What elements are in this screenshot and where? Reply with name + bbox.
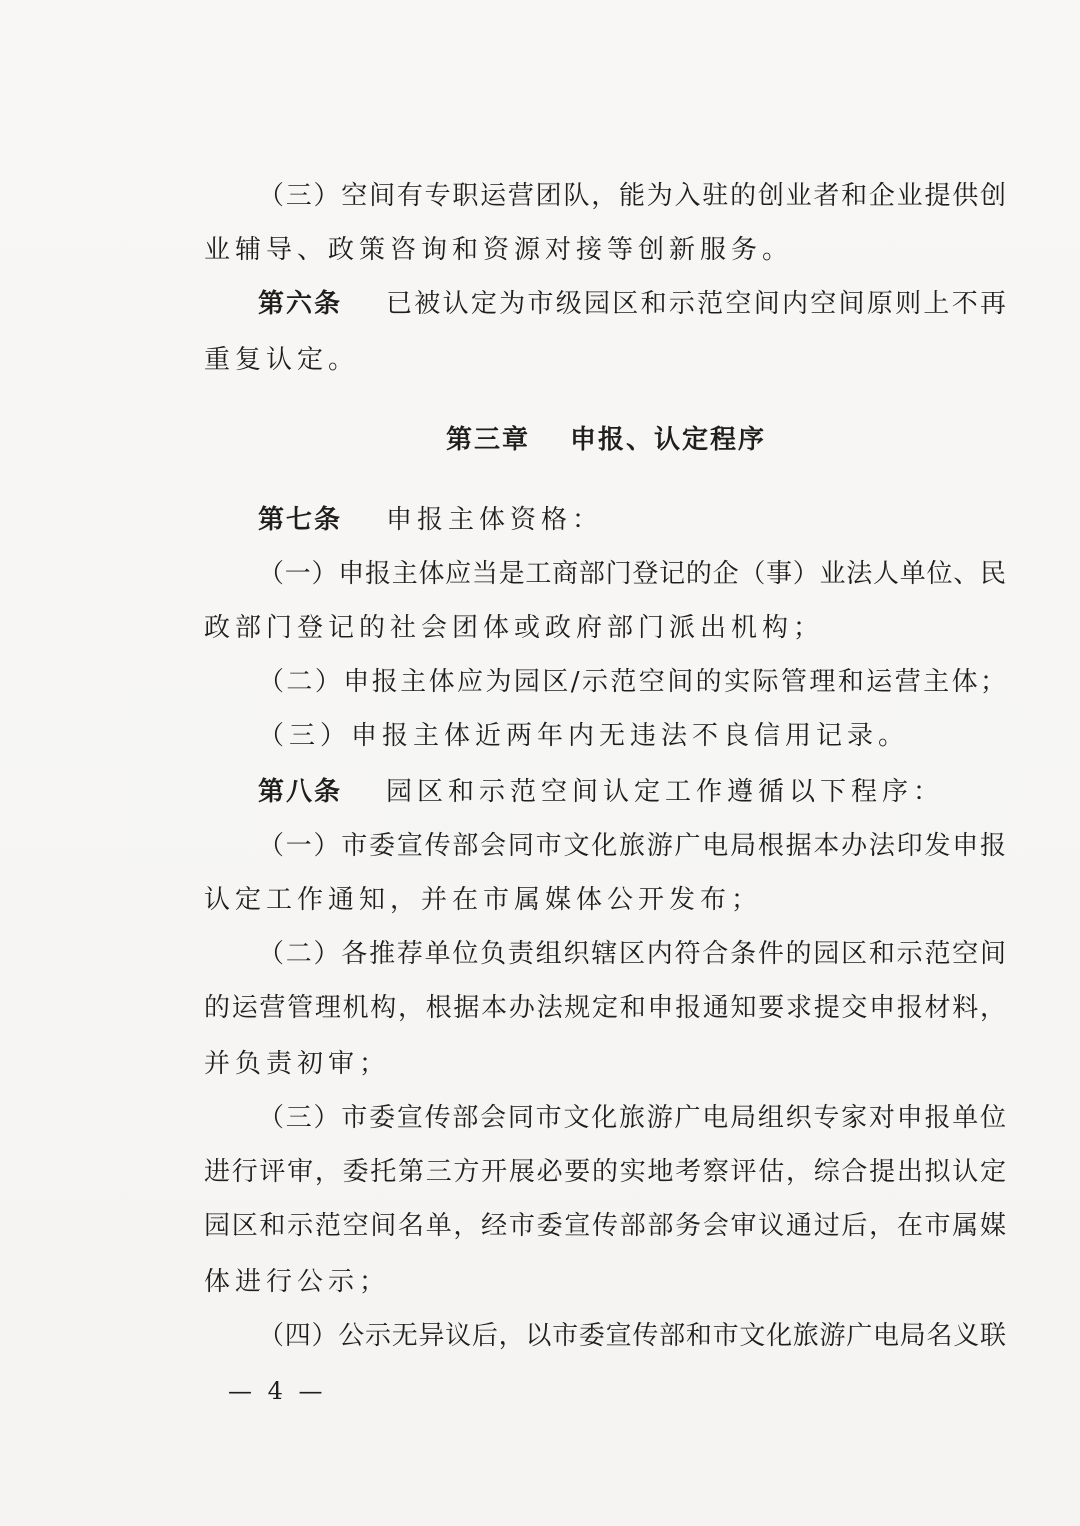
text-line: 并负责初审；: [204, 1049, 391, 1079]
text-line: 业辅导、政策咨询和资源对接等创新服务。: [204, 235, 794, 265]
text-line: （三）空间有专职运营团队，能为入驻的创业者和企业提供创: [258, 181, 1006, 211]
chapter-title: 申报、认定程序: [570, 425, 767, 455]
text-line: （四）公示无异议后，以市委宣传部和市文化旅游广电局名义联: [258, 1321, 1006, 1351]
article-6-label: 第六条: [258, 289, 343, 319]
text-line: 体进行公示；: [204, 1267, 391, 1297]
text-line: 政部门登记的社会团体或政府部门派出机构；: [204, 613, 825, 643]
text-line: 的运营管理机构，根据本办法规定和申报通知要求提交申报材料，: [204, 993, 1006, 1023]
page-number: — 4 —: [228, 1377, 327, 1405]
article-8-label: 第八条: [258, 777, 343, 807]
text-line: 重复认定。: [204, 345, 360, 375]
text-line: （一）申报主体应当是工商部门登记的企（事）业法人单位、民: [258, 559, 1006, 589]
text-line: （二）各推荐单位负责组织辖区内符合条件的园区和示范空间: [258, 939, 1006, 969]
text-line: （二）申报主体应为园区/示范空间的实际管理和运营主体；: [258, 667, 1006, 697]
article-7-text: 申报主体资格：: [386, 505, 604, 535]
chapter-heading: [446, 422, 766, 458]
article-6-text: 已被认定为市级园区和示范空间内空间原则上不再: [386, 289, 1006, 319]
text-line: （一）市委宣传部会同市文化旅游广电局根据本办法印发申报: [258, 831, 1006, 861]
article-8-text: 园区和示范空间认定工作遵循以下程序：: [386, 777, 945, 807]
text-line: 认定工作通知，并在市属媒体公开发布；: [204, 885, 763, 915]
text-line: 园区和示范空间名单，经市委宣传部部务会审议通过后，在市属媒: [204, 1211, 1006, 1241]
article-7-label: 第七条: [258, 505, 343, 535]
text-line: （三）市委宣传部会同市文化旅游广电局组织专家对申报单位: [258, 1103, 1006, 1133]
text-line: （三）申报主体近两年内无违法不良信用记录。: [258, 721, 910, 751]
chapter-number: 第三章: [446, 425, 531, 455]
text-line: 进行评审，委托第三方开展必要的实地考察评估，综合提出拟认定: [204, 1157, 1006, 1187]
